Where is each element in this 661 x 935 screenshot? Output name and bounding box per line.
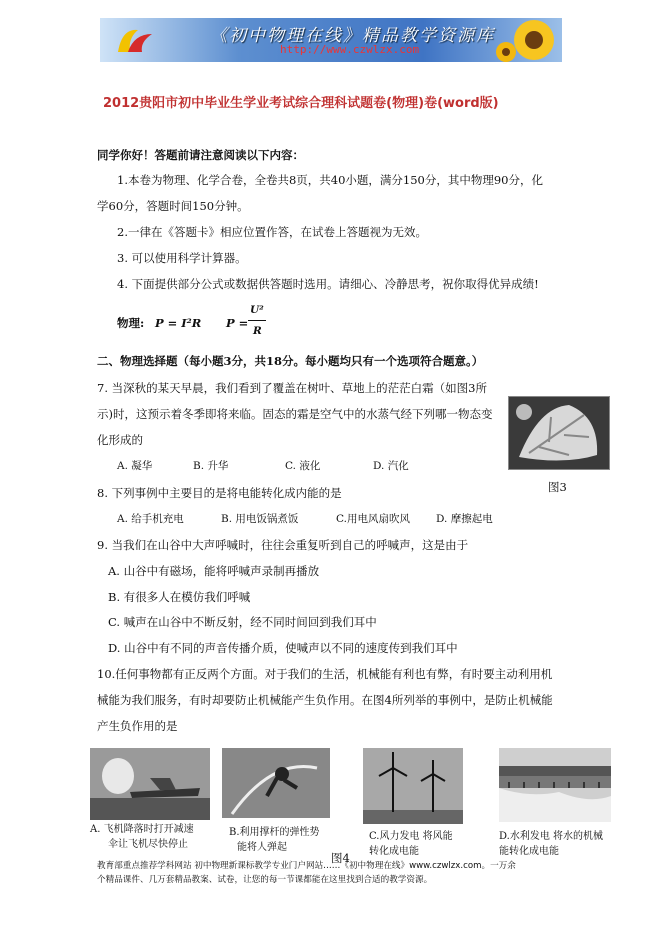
q10-line-2: 械能为我们服务，有时却要防止机械能产生负作用。在图4所列举的事例中，是防止机械能: [97, 693, 553, 707]
q8-option-d: D. 摩擦起电: [436, 513, 493, 525]
q8-option-b: B. 用电饭锅煮饭: [221, 513, 299, 525]
sunflower-icon: [492, 18, 562, 62]
airplane-parachute-photo: [90, 748, 210, 820]
fig4-caption-b-2: 能将人弹起: [237, 842, 287, 853]
figure-3-label: 图3: [548, 480, 567, 494]
q9-option-d: D. 山谷中有不同的声音传播介质，使喊声以不同的速度传到我们耳中: [108, 641, 458, 655]
q7-option-c: C. 液化: [285, 460, 321, 472]
formula-power-voltage-lhs: P =: [226, 316, 249, 330]
footer-line-2: 个精品课件、几万套精品教案、试卷，让您的每一节课都能在这里找到合适的教学资源。: [97, 875, 433, 885]
q7-option-b: B. 升华: [193, 460, 229, 472]
section-2-heading: 二、物理选择题（每小题3分，共18分。每小题均只有一个选项符合题意。）: [97, 354, 484, 368]
notice-heading: 同学你好！答题前请注意阅读以下内容：: [97, 148, 304, 162]
q7-option-a: A. 凝华: [117, 460, 153, 472]
fig4-caption-a-1: A. 飞机降落时打开减速: [90, 824, 194, 835]
fig4-caption-c-1: C.风力发电 将风能: [369, 831, 453, 842]
hydro-dam-photo: [499, 748, 611, 822]
figure-4-label: 图4: [331, 851, 350, 865]
formula-power-current: P = I²R: [155, 316, 202, 330]
fig4-caption-d-1: D.水利发电 将水的机械: [499, 831, 604, 842]
formula-numerator: U²: [250, 304, 264, 316]
formula-denominator: R: [253, 325, 262, 337]
q9-option-a: A. 山谷中有磁场，能将呼喊声录制再播放: [108, 564, 320, 578]
footer-line-1: 教育部重点推荐学科网站 初中物理新课标教学专业门户网站……《初中物理在线》www.czwlzx.com。一万余: [97, 861, 516, 871]
q9-option-c: C. 喊声在山谷中不断反射，经不同时间回到我们耳中: [108, 615, 377, 629]
notice-item-2: 2.一律在《答题卡》相应位置作答，在试卷上答题视为无效。: [117, 225, 427, 239]
q8-option-c: C.用电风扇吹风: [336, 513, 410, 525]
banner-url[interactable]: http://www.czwlzx.com: [280, 43, 420, 56]
q7-line-2: 示)时，这预示着冬季即将来临。固态的霜是空气中的水蒸气经下列哪一物态变: [97, 407, 493, 421]
wind-turbines-photo: [363, 748, 463, 824]
q9-stem: 9. 当我们在山谷中大声呼喊时，往往会重复听到自己的呼喊声，这是由于: [97, 538, 469, 552]
pole-vault-photo: [222, 748, 330, 818]
formula-label: 物理:: [117, 316, 145, 330]
notice-item-1-line-2: 学60分，答题时间150分钟。: [97, 199, 249, 213]
q7-line-1: 7. 当深秋的某天早晨，我们看到了覆盖在树叶、草地上的茫茫白霜（如图3所: [97, 381, 487, 395]
header-banner: [100, 18, 562, 62]
notice-item-1-line-1: 1.本卷为物理、化学合卷，全卷共8页，共40小题，满分150分，其中物理90分，化: [117, 173, 544, 187]
banner-title: 《初中物理在线》精品教学资源库: [210, 26, 495, 46]
q8-option-a: A. 给手机充电: [117, 513, 184, 525]
fig4-caption-d-2: 能转化成电能: [499, 846, 559, 857]
site-logo-icon: [112, 24, 158, 56]
q7-option-d: D. 汽化: [373, 460, 409, 472]
fig4-caption-b-1: B.利用撑杆的弹性势: [229, 827, 320, 838]
q9-option-b: B. 有很多人在模仿我们呼喊: [108, 590, 251, 604]
q10-line-1: 10.任何事物都有正反两个方面。对于我们的生活，机械能有利也有弊，有时要主动利用机: [97, 667, 553, 681]
document-title: 2012贵阳市初中毕业生学业考试综合理科试题卷(物理)卷(word版): [103, 96, 499, 111]
fraction-bar: [248, 320, 266, 321]
fig4-caption-c-2: 转化成电能: [369, 846, 419, 857]
q8-stem: 8. 下列事例中主要目的是将电能转化成内能的是: [97, 486, 342, 500]
q7-line-3: 化形成的: [97, 433, 143, 447]
frost-leaf-photo: [508, 396, 610, 470]
notice-item-4: 4. 下面提供部分公式或数据供答题时选用。请细心、冷静思考，祝你取得优异成绩!: [117, 277, 539, 291]
fig4-caption-a-2: 伞让飞机尽快停止: [108, 839, 188, 850]
q10-line-3: 产生负作用的是: [97, 719, 178, 733]
notice-item-3: 3. 可以使用科学计算器。: [117, 251, 247, 265]
